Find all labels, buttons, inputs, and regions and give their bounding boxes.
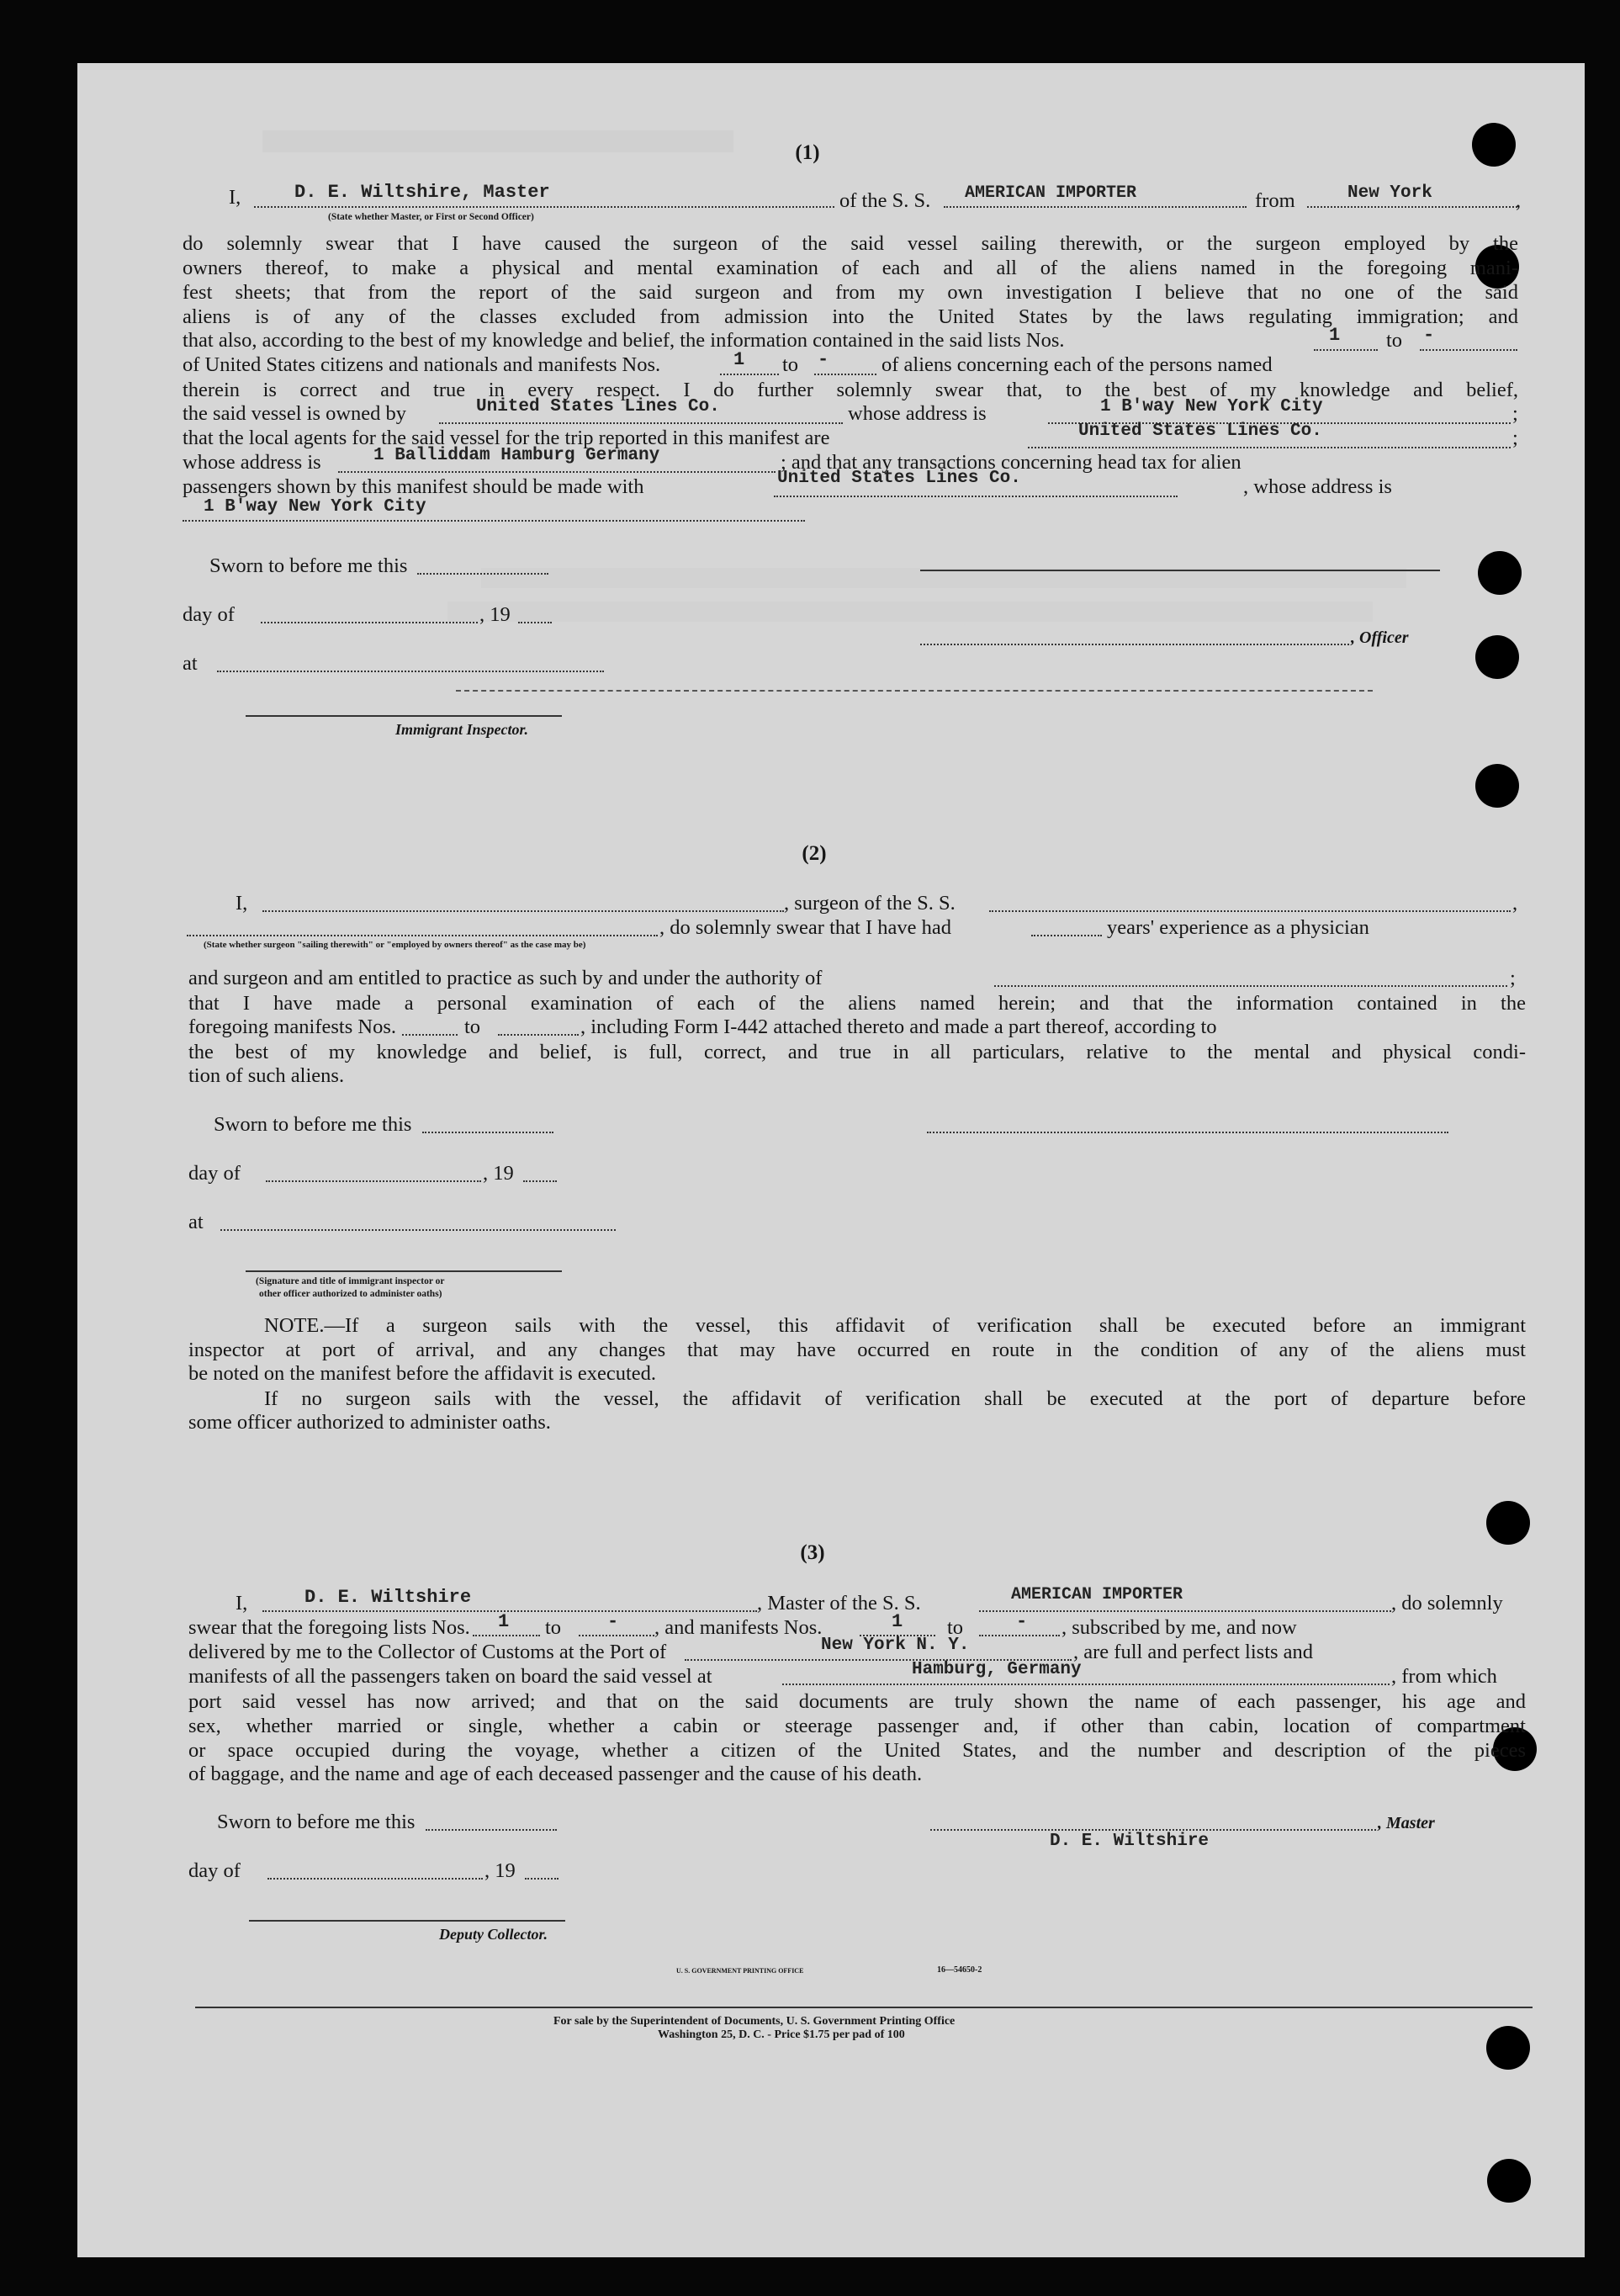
surgeon-hint: (State whether surgeon "sailing therewith" or "employed by owners thereof" as the case may be)	[204, 940, 586, 950]
gpo-imprint: U. S. GOVERNMENT PRINTING OFFICE	[676, 1967, 804, 1975]
s1-line-8: the said vessel is owned by	[183, 402, 407, 425]
form-code: 16—54650-2	[937, 1965, 982, 1975]
day-of-label: day of	[183, 603, 235, 626]
from-port-field: New York	[1347, 183, 1432, 203]
label-from: from	[1255, 189, 1295, 212]
manifests-to-field: -	[818, 349, 829, 370]
s1-line-4: aliens is of any of the classes excluded from admission into the United States by the laws regulating immigration; and	[183, 305, 1518, 328]
bleed-through	[262, 130, 733, 152]
label-i: I,	[229, 186, 241, 209]
punch-hole	[1475, 635, 1519, 679]
s3-manifests-from-field: 1	[892, 1611, 903, 1632]
s3-manifests-to-field: -	[1016, 1611, 1028, 1632]
master-name-line	[254, 206, 834, 208]
s1-line-1: do solemnly swear that I have caused the surgeon of the said vessel sailing therewith, or the surgeon employed by the	[183, 232, 1518, 255]
s3-line-6: sex, whether married or single, whether a cabin or steerage passenger and, if other than cabin, location of compartment	[188, 1715, 1526, 1737]
note-line-2: inspector at port of arrival, and any changes that may have occurred en route in the condition of any of the aliens must	[188, 1339, 1526, 1361]
agents-field: United States Lines Co.	[1078, 422, 1322, 441]
document-sheet: (1) I, D. E. Wiltshire, Master of the S. S. AMERICAN IMPORTER from New York , (State whether Master, or First or Second Officer) do solemnly swear that I have caused the surgeon of the said vessel sailing therewith, or the surgeon employed by the owners thereof, to make a physical and mental examination of each and all of the aliens named in the foregoing mani- fest sheets; that from the report of the said surgeon and from my own investigation I believe that no one of the said aliens is of any of the classes excluded from admission into the United States by the laws regulating immigration; and that also, according to the best of my knowledge and belief, the information contained in the said lists Nos. 1 to - of United States citizens and nationals and manifests Nos. 1 to - of aliens concerning each of the persons named therein is correct and true in every respect. I do further solemnly swear that, to the best of my knowledge and belief, the said vessel is owned by United States Lines Co. whose address is 1 B'way New York City ; that the local agents for the said vessel for the trip reported in this manifest are United States Lines Co. ; whose address is 1 Balliddam Hamburg Germany ; and that any transactions concerning head tax for alien passengers shown by this manifest should be made with United States Lines Co. , whose address is 1 B'way New York City Sworn to before me this day of , 19 , Officer at Immigrant Inspector. (2) I, , surgeon of the S. S. , , do solemnly swear that I have had years' experience as a physician (State whether surgeon "sailing therewith" or "employed by owners thereof" as the case may be) and surgeon and am entitled to practice as such by and under the authority of ; that I have made a personal examination of each of the aliens named herein; and that the information contained in the foregoing manifests Nos. to , including Form I-442 attached thereto and made a part thereof, according to the best of my knowledge and belief, is full, correct, and true in all particulars, relative to the mental and physical condi- tion of such aliens. Sworn to before me this day of , 19 at (Signature and title of immigrant inspector or other officer authorized to administer oaths) NOTE.—If a surgeon sails with the vessel, this affidavit of verification shall be executed before an immigrant inspector at port of arrival, and any changes that may have occurred en route in the condition of any of the aliens must be noted on the manifest before the affidavit is executed. If no surgeon sails with the vessel, the affidavit of verification shall be executed at the port of departure before some officer authorized to administer oaths. (3) I, D. E. Wiltshire , Master of the S. S. AMERICAN IMPORTER , do solemnly swear that the foregoing lists Nos. 1 to - , and manifests Nos. 1 to - , subscribed by me, and now delivered by me to the Collector of Customs at the Port of New York N. Y. , are full and perfect lists and manifests of all the passengers taken on board the said vessel at Hamburg, Germany , from which port said vessel has now arrived; and that on the said documents are truly shown the name of each passenger, his age and sex, whether married or single, whether a cabin or steerage passenger and, if other than cabin, location of compartment or space occupied during the voyage, whether a citizen of the United States, and the number and description of the pieces of baggage, and the name and age of each deceased passenger and the cause of his death. Sworn to before me this , Master D. E. Wiltshire day of , 19 Deputy Collector. U. S. GOVERNMENT PRINTING OFFICE 16—54650-2 For sale by the Superintendent of Documents, U. S. Government Printing Office Washington 25, D. C. - Price $1.75 per pad of 100	[77, 63, 1585, 2257]
port-field: New York N. Y.	[821, 1636, 970, 1655]
sale-line-2: Washington 25, D. C. - Price $1.75 per pad of 100	[658, 2028, 905, 2041]
ship-line	[944, 206, 1247, 208]
sale-line-1: For sale by the Superintendent of Documents, U. S. Government Printing Office	[553, 2015, 956, 2028]
s1-line-2: owners thereof, to make a physical and mental examination of each and all of the aliens named in the foregoing mani-	[183, 257, 1518, 279]
surgeon-of-label: , surgeon of the S. S.	[784, 892, 956, 915]
punch-hole	[1475, 764, 1519, 808]
s1-line-10: whose address is	[183, 451, 321, 474]
headtax-field: United States Lines Co.	[777, 469, 1021, 488]
manifests-from-field: 1	[733, 349, 745, 370]
inspector-label: Immigrant Inspector.	[395, 721, 529, 738]
owner-address-field: 1 B'way New York City	[1100, 397, 1323, 416]
section-3-heading: (3)	[800, 1541, 825, 1564]
s3-line-5: port said vessel has now arrived; and that on the said documents are truly shown the name of each passenger, his age and	[188, 1690, 1526, 1713]
deputy-collector-label: Deputy Collector.	[439, 1926, 548, 1943]
s3-lists-to-field: -	[607, 1611, 619, 1632]
s3-line-8: of baggage, and the name and age of each deceased passenger and the cause of his death.	[188, 1763, 923, 1785]
s1-line-3: fest sheets; that from the report of the said surgeon and from my own investigation I believe that no one of the said	[183, 281, 1518, 304]
punch-hole	[1486, 1501, 1530, 1545]
s3-lists-from-field: 1	[498, 1611, 510, 1632]
s3-ship-field: AMERICAN IMPORTER	[1011, 1585, 1183, 1604]
departure-port-field: Hamburg, Germany	[912, 1660, 1082, 1679]
note-line-4: If no surgeon sails with the vessel, the affidavit of verification shall be executed at the port of departure before	[264, 1387, 1526, 1410]
note-line-3: be noted on the manifest before the affidavit is executed.	[188, 1362, 657, 1385]
headtax-address-field: 1 B'way New York City	[204, 497, 426, 517]
master-signature: D. E. Wiltshire	[1050, 1832, 1210, 1851]
s3-master-name-field: D. E. Wiltshire	[304, 1587, 472, 1608]
section-2-heading: (2)	[802, 842, 827, 865]
punch-hole	[1472, 123, 1516, 167]
section-1-heading: (1)	[795, 141, 820, 164]
from-port-line	[1307, 206, 1517, 208]
lists-to-field: -	[1423, 325, 1435, 346]
owner-field: United States Lines Co.	[476, 397, 720, 416]
s1-line-6: of United States citizens and nationals and manifests Nos.	[183, 353, 661, 376]
officer-label: , Officer	[1351, 628, 1409, 647]
bleed-through	[447, 602, 1373, 622]
lists-from-field: 1	[1329, 325, 1341, 346]
note-line-5: some officer authorized to administer oaths.	[188, 1411, 551, 1434]
at-label: at	[183, 652, 198, 675]
label-of-ss: of the S. S.	[839, 189, 931, 212]
sworn-label: Sworn to before me this	[209, 554, 408, 577]
ship-field: AMERICAN IMPORTER	[965, 183, 1137, 203]
s1-line-7: therein is correct and true in every respect. I do further solemnly swear that, to the best of my knowledge and belief,	[183, 379, 1518, 401]
punch-hole	[1478, 551, 1522, 595]
s3-line-7: or space occupied during the voyage, whether a citizen of the United States, and the number and description of the pieces	[188, 1739, 1526, 1762]
note-line-1: NOTE.—If a surgeon sails with the vessel, this affidavit of verification shall be executed before an immigrant	[264, 1314, 1526, 1337]
s1-line-11: passengers shown by this manifest should be made with	[183, 475, 644, 498]
master-hint: (State whether Master, or First or Second Officer)	[328, 212, 534, 222]
master-name-field: D. E. Wiltshire, Master	[294, 182, 550, 203]
s1-line-5: that also, according to the best of my knowledge and belief, the information contained in the said lists Nos.	[183, 329, 1065, 352]
agents-address-field: 1 Balliddam Hamburg Germany	[373, 446, 660, 465]
punch-hole	[1486, 2026, 1530, 2070]
punch-hole	[1487, 2159, 1531, 2203]
s1-line-9: that the local agents for the said vessel for the trip reported in this manifest are	[183, 427, 830, 449]
master-label: , Master	[1378, 1814, 1435, 1832]
